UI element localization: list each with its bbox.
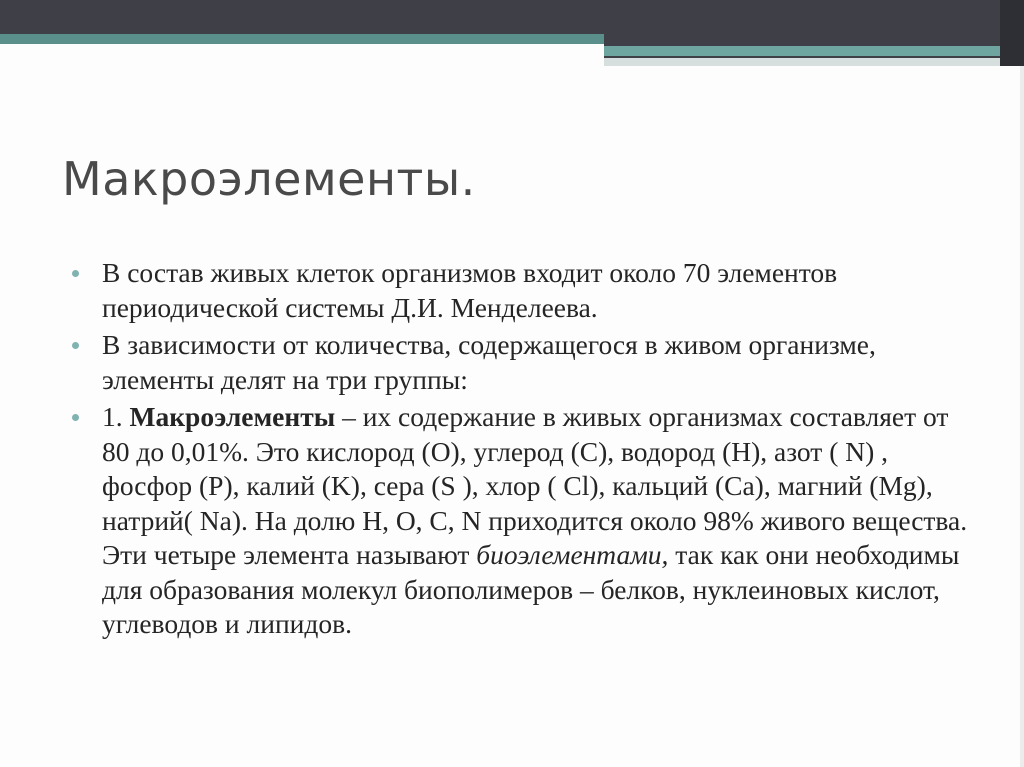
slide-title: Макроэлементы. xyxy=(62,152,476,206)
bullet-text: – их содержание в живых организмах составляет от 80 до 0,01%. Это кислород (O), углерод (C), водород (H), азот ( N) , фосфор (P), калий (K), сера (S ), хлор ( Cl), кальций (Ca), магний (Mg), натрий( Na). На долю H, O, C, N приходится около 98% живого вещества. Эти четыре элемента называют xyxy=(102,401,968,570)
bullet-dot-icon xyxy=(72,414,79,421)
bullet-term-bold: Макроэлементы xyxy=(129,401,336,432)
bullet-item xyxy=(70,400,970,642)
bullet-term-italic: биоэлементами, xyxy=(476,539,669,570)
header-corner-block xyxy=(1000,0,1024,66)
bullet-text: В зависимости от количества, содержащегося в живом организме, элементы делят на три группы: xyxy=(102,329,876,395)
bullet-text-end: так как они необходимы для образования молекул биополимеров – белков, нуклеиновых кислот, углеводов и липидов. xyxy=(102,539,960,639)
bullet-dot-icon xyxy=(72,270,79,277)
bullet-item xyxy=(70,328,970,397)
header-accent-teal-stripe xyxy=(604,46,1024,56)
bullet-text: В состав живых клеток организмов входит около 70 элементов периодической системы Д.И. Менделеева. xyxy=(102,257,838,323)
bullet-list xyxy=(70,256,970,645)
bullet-item xyxy=(70,256,970,325)
bullet-prefix: 1. xyxy=(102,401,130,432)
slide-right-edge xyxy=(1020,66,1024,767)
bullet-dot-icon xyxy=(72,342,79,349)
header-accent-light-stripe xyxy=(604,58,1014,66)
